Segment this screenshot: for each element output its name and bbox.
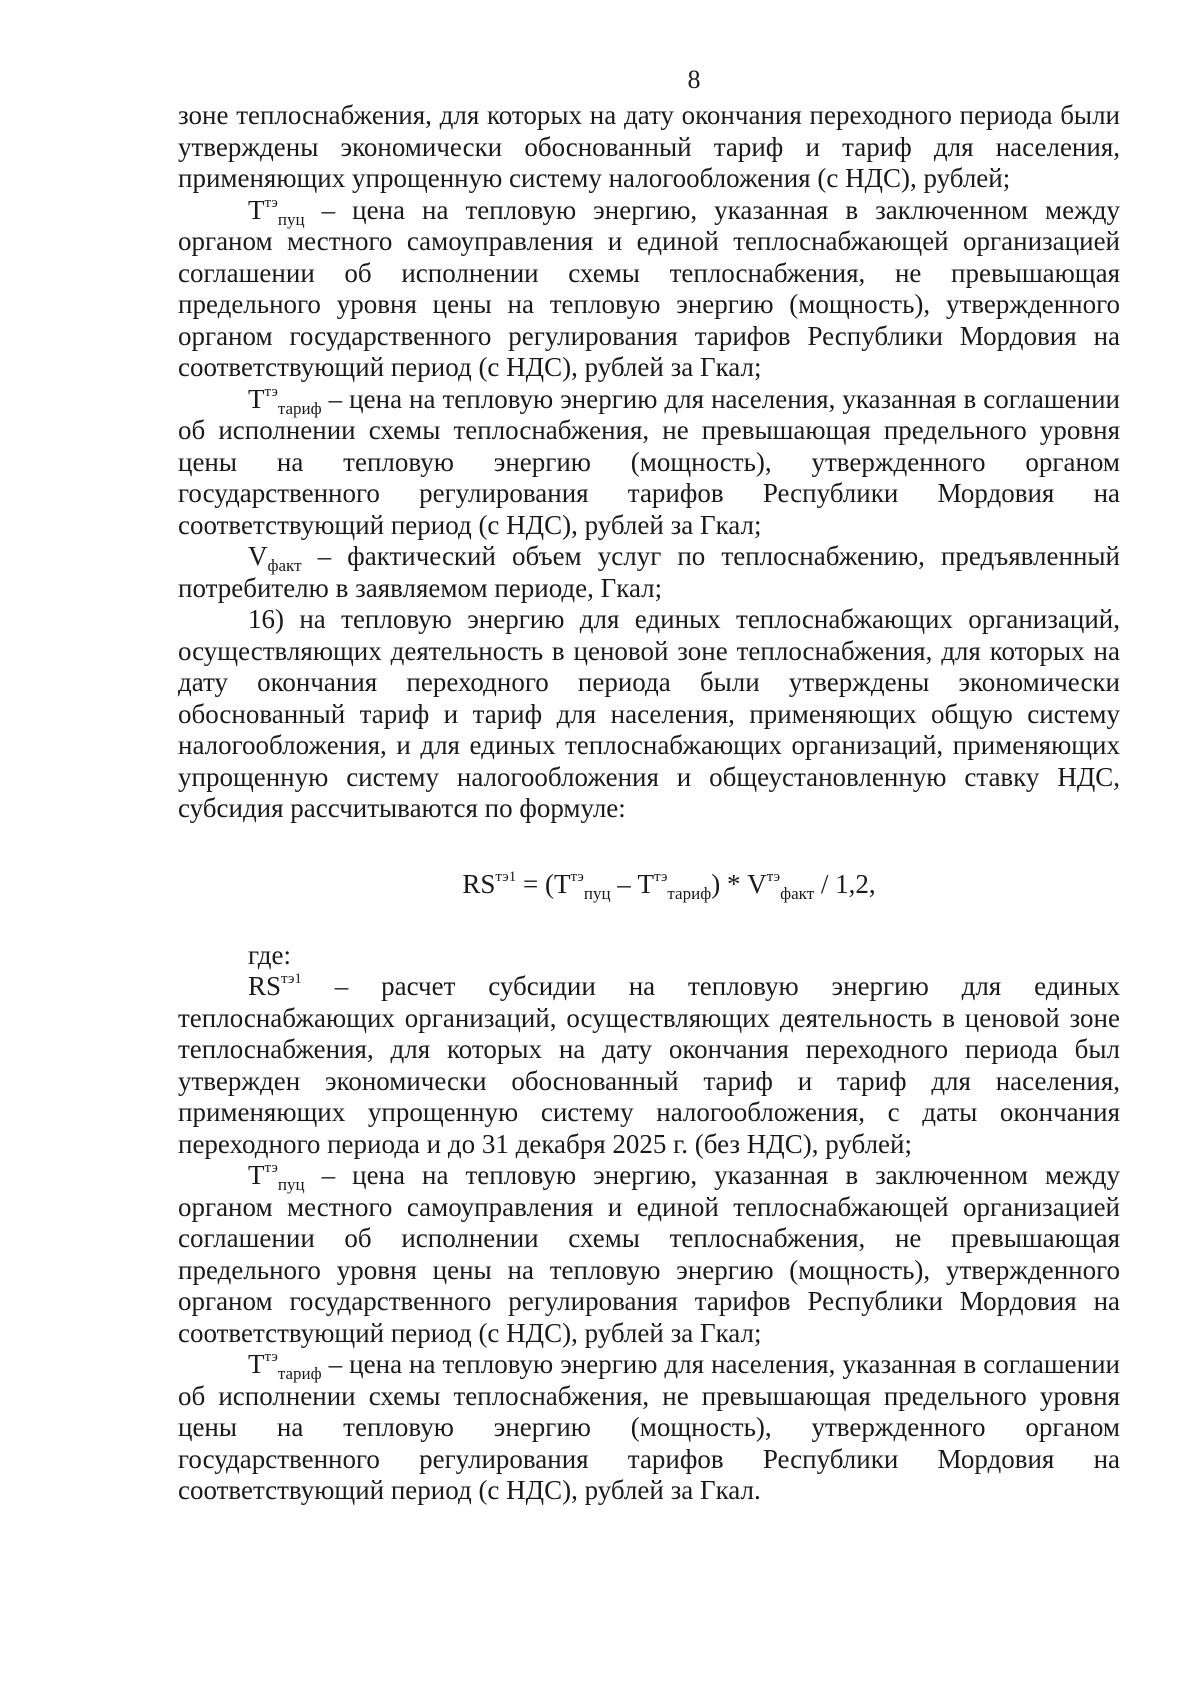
definition-t-tarif-2 (178, 1349, 1120, 1507)
formula-minus: – (610, 868, 638, 899)
symbol-subscript: пуц (277, 1175, 305, 1194)
formula-v-superscript: тэ (766, 868, 781, 885)
definition-text: – цена на тепловую энергию, указанная в заключенном между органом местного самоуправления и единой теплоснабжающей организацией соглашении об исполнении схемы теплоснабжения, не превышающая предельного уровня цены на тепловую энергию (мощность), утвержденного органом государственного регулирования тарифов Республики Мордовия на соответствующий период (с НДС), рублей за Гкал; (178, 1160, 1120, 1348)
symbol-superscript: тэ (264, 194, 278, 211)
symbol-superscript: тэ (264, 383, 278, 400)
clause-text: 16) на тепловую энергию для единых теплоснабжающих организаций, осуществляющих деятельность в ценовой зоне теплоснабжения, для которых на дату окончания переходного периода были утверждены экономически обоснованный тариф и тариф для населения, применяющих общую систему налогообложения, и для единых теплоснабжающих организаций, применяющих упрощенную систему налогообложения и общеустановленную ставку НДС, субсидия рассчитываются по формуле: (178, 604, 1120, 823)
formula-t1: T (553, 868, 571, 899)
where-label: где: (248, 939, 291, 970)
definition-t-puc-2 (178, 1160, 1120, 1349)
paragraph-text: зоне теплоснабжения, для которых на дату окончания переходного периода были утверждены экономически обоснованный тариф и тариф для населения, применяющих упрощенную систему налогообложения (с НДС), рублей; (178, 100, 1120, 193)
formula-equals: = ( (516, 868, 554, 899)
formula-tail: / 1,2, (814, 868, 876, 899)
symbol-superscript: тэ1 (281, 971, 302, 987)
symbol-subscript: тариф (277, 1364, 322, 1383)
clause-16 (178, 604, 1120, 825)
page-number: 8 (687, 65, 701, 94)
formula (178, 868, 1120, 903)
formula-v-subscript: факт (780, 883, 815, 903)
symbol: T (248, 1160, 265, 1190)
definition-text: – цена на тепловую энергию, указанная в заключенном между органом местного самоуправления и единой теплоснабжающей организацией соглашении об исполнении схемы теплоснабжения, не превышающая предельного уровня цены на тепловую энергию (мощность), утвержденного органом государственного регулирования тарифов Республики Мордовия на соответствующий период (с НДС), рублей за Гкал; (178, 194, 1120, 382)
formula-t1-superscript: тэ (570, 868, 584, 885)
definition-v-fakt (178, 541, 1120, 604)
definition-rs (178, 971, 1120, 1160)
definition-text: – цена на тепловую энергию для населения, указанная в соглашении об исполнении схемы теплоснабжения, не превышающая предельного уровня цены на тепловую энергию (мощность), утвержденного органом государственного регулирования тарифов Республики Мордовия на соответствующий период (с НДС), рублей за Гкал; (178, 383, 1120, 540)
formula-t2-superscript: тэ (654, 868, 668, 885)
symbol-superscript: тэ (264, 1160, 278, 1176)
symbol: T (248, 383, 265, 414)
definition-t-tarif (178, 384, 1120, 542)
symbol: T (248, 1349, 265, 1379)
formula-t2: T (637, 868, 655, 899)
paragraph-continuation (178, 100, 1120, 195)
symbol: RS (248, 971, 282, 1001)
definition-t-puc (178, 195, 1120, 384)
formula-lhs: RS (462, 868, 496, 899)
definition-text: – цена на тепловую энергию для населения, указанная в соглашении об исполнении схемы теплоснабжения, не превышающая предельного уровня цены на тепловую энергию (мощность), утвержденного органом государственного регулирования тарифов Республики Мордовия на соответствующий период (с НДС), рублей за Гкал. (178, 1349, 1120, 1505)
formula-multiply: ) * (711, 868, 748, 899)
symbol-subscript: тариф (277, 398, 322, 418)
formula-t1-subscript: пуц (583, 883, 611, 903)
symbol-subscript: факт (267, 556, 302, 575)
symbol-subscript: пуц (277, 209, 305, 229)
formula-lhs-superscript: тэ1 (495, 868, 517, 885)
formula-v: V (747, 868, 767, 899)
definition-text: – фактический объем услуг по теплоснабжению, предъявленный потребителю в заявляемом периоде, Гкал; (178, 541, 1120, 603)
definition-text: – расчет субсидии на тепловую энергию для единых теплоснабжающих организаций, осуществляющих деятельность в ценовой зоне теплоснабжения, для которых на дату окончания переходного периода был утвержден экономически обоснованный тариф и тариф для населения, применяющих упрощенную систему налогообложения, с даты окончания переходного периода и до 31 декабря 2025 г. (без НДС), рублей; (178, 971, 1120, 1159)
symbol: T (248, 194, 265, 225)
symbol-superscript: тэ (264, 1349, 278, 1365)
formula-t2-subscript: тариф (667, 883, 712, 903)
symbol: V (248, 541, 268, 571)
